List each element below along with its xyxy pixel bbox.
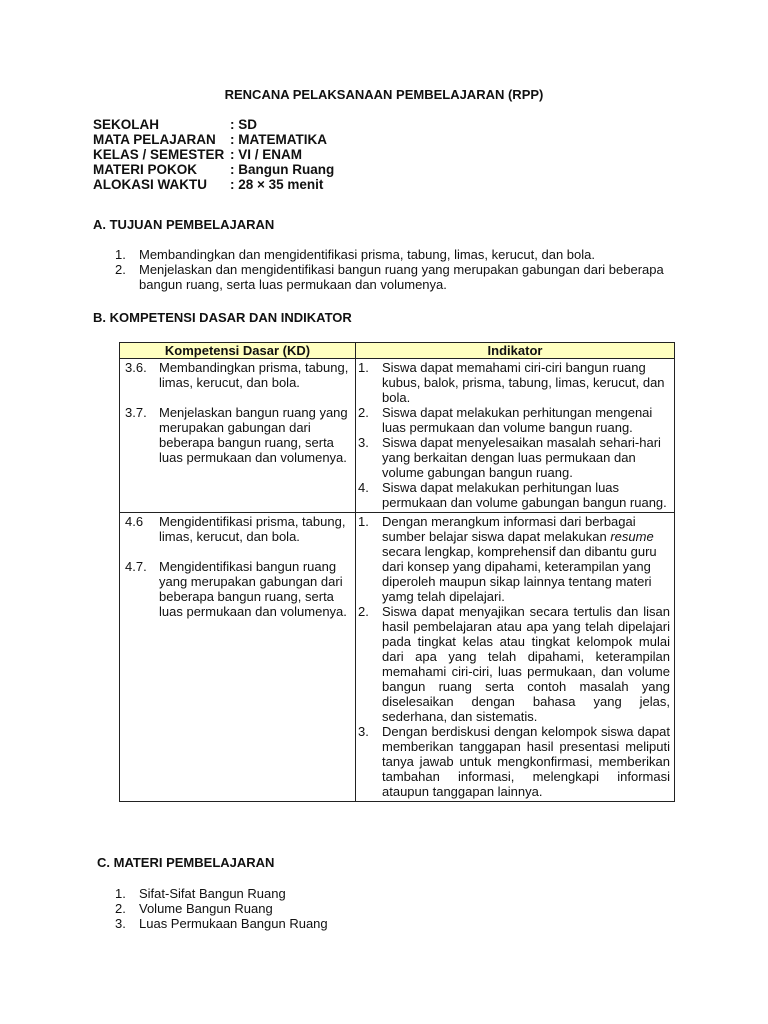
indikator-text: Siswa dapat memahami ciri-ciri bangun ruang kubus, balok, prisma, tabung, limas, kerucut, dan bola. [382, 360, 665, 405]
list-item-text: Luas Permukaan Bangun Ruang [139, 916, 328, 931]
info-row-alokasi-waktu [93, 177, 334, 192]
indikator-text: Dengan berdiskusi dengan kelompok siswa dapat memberikan tanggapan hasil presentasi meliputi tanya jawab untuk mengkonfirmasi, memberikan tambahan informasi, melengkapi informasi ataupun tanggapan lainnya. [382, 724, 670, 799]
section-b-heading: B. KOMPETENSI DASAR DAN INDIKATOR [93, 310, 352, 325]
materi-list [115, 886, 675, 931]
kd-number: 4.7. [125, 559, 147, 574]
indikator-item [358, 435, 670, 480]
info-row-kelas-semester [93, 147, 334, 162]
info-row-mata-pelajaran [93, 132, 334, 147]
list-item-number: 2. [115, 901, 126, 916]
info-row-sekolah [93, 117, 334, 132]
indikator-number: 2. [358, 405, 369, 420]
kd-text: Membandingkan prisma, tabung, limas, kerucut, dan bola. [159, 360, 349, 390]
indikator-text-emphasis: resume [610, 529, 654, 544]
list-item [115, 262, 675, 292]
list-item-text: Sifat-Sifat Bangun Ruang [139, 886, 286, 901]
kd-cell [120, 359, 356, 513]
info-value: : VI / ENAM [230, 147, 303, 162]
indikator-text-part: secara lengkap, komprehensif dan dibantu guru dari konsep yang dipahami, keterampilan yang diperoleh maupun sikap lainnya tentang materi yamg telah dipelajari. [382, 544, 657, 604]
indikator-item [358, 405, 670, 435]
info-key: SEKOLAH [93, 117, 160, 132]
list-item [115, 886, 675, 901]
table-row [120, 513, 675, 802]
kd-item [125, 559, 351, 619]
table-row [120, 359, 675, 513]
indikator-number: 1. [358, 360, 369, 375]
table-header-row [120, 343, 675, 359]
list-item-number: 2. [115, 262, 126, 277]
list-item-number: 1. [115, 247, 126, 262]
indikator-item [358, 360, 670, 405]
kd-number: 4.6 [125, 514, 144, 529]
indikator-text: Siswa dapat menyelesaikan masalah sehari-hari yang berkaitan dengan luas permukaan dan volume gabungan bangun ruang. [382, 435, 661, 480]
list-item [115, 916, 675, 931]
info-key: MATERI POKOK [93, 162, 197, 177]
indikator-number: 2. [358, 604, 369, 619]
kd-number: 3.6. [125, 360, 147, 375]
info-value: : MATEMATIKA [230, 132, 327, 147]
info-key: ALOKASI WAKTU [93, 177, 207, 192]
kd-text: Menjelaskan bangun ruang yang merupakan gabungan dari beberapa bangun ruang, serta luas permukaan dan volumenya. [159, 405, 348, 465]
kd-item [125, 514, 351, 544]
indikator-number: 4. [358, 480, 369, 495]
info-value: : SD [230, 117, 257, 132]
kd-cell [120, 513, 356, 802]
school-info-block [93, 117, 334, 192]
kd-text: Mengidentifikasi prisma, tabung, limas, kerucut, dan bola. [159, 514, 346, 544]
info-value: : Bangun Ruang [230, 162, 335, 177]
indikator-text [382, 514, 670, 604]
indikator-cell [356, 359, 675, 513]
column-header-kd: Kompetensi Dasar (KD) [120, 343, 356, 359]
list-item-text: Volume Bangun Ruang [139, 901, 273, 916]
indikator-item [358, 480, 670, 510]
kd-number: 3.7. [125, 405, 147, 420]
list-item-text: Membandingkan dan mengidentifikasi prisma, tabung, limas, kerucut, dan bola. [139, 247, 595, 262]
indikator-text: Siswa dapat melakukan perhitungan mengenai luas permukaan dan volume bangun ruang. [382, 405, 653, 435]
list-item-number: 3. [115, 916, 126, 931]
indikator-text: Siswa dapat melakukan perhitungan luas permukaan dan volume gabungan bangun ruang. [382, 480, 667, 510]
section-c-heading: C. MATERI PEMBELAJARAN [97, 855, 275, 870]
list-item [115, 901, 675, 916]
list-item-text: Menjelaskan dan mengidentifikasi bangun ruang yang merupakan gabungan dari beberapa bangun ruang, serta luas permukaan dan volumenya. [139, 262, 664, 292]
indikator-number: 1. [358, 514, 369, 529]
info-key: MATA PELAJARAN [93, 132, 216, 147]
kd-item [125, 405, 351, 465]
list-item-number: 1. [115, 886, 126, 901]
document-title: RENCANA PELAKSANAAN PEMBELAJARAN (RPP) [224, 87, 544, 102]
indikator-text: Siswa dapat menyajikan secara tertulis dan lisan hasil pembelajaran atau apa yang telah dipelajari pada tingkat kelas atau tingkat kelompok mulai dari apa yang telah dipahami, keterampilan memahami ciri-ciri, luas permukaan, dan volume bangun ruang serta contoh masalah yang diselesaikan dengan bahasa yang jelas, sederhana, dan sistematis. [382, 604, 670, 724]
indikator-text-part: Dengan merangkum informasi dari berbagai sumber belajar siswa dapat melakukan [382, 514, 636, 544]
tujuan-list [115, 247, 675, 292]
indikator-number: 3. [358, 724, 369, 739]
kd-item [125, 360, 351, 390]
indikator-number: 3. [358, 435, 369, 450]
section-a-heading: A. TUJUAN PEMBELAJARAN [93, 217, 275, 232]
info-row-materi-pokok [93, 162, 334, 177]
indikator-item [358, 724, 670, 799]
indikator-cell [356, 513, 675, 802]
info-value: : 28 × 35 menit [230, 177, 324, 192]
list-item [115, 247, 675, 262]
column-header-indikator: Indikator [356, 343, 675, 359]
info-key: KELAS / SEMESTER [93, 147, 225, 162]
indikator-item [358, 604, 670, 724]
kd-indikator-table [119, 342, 675, 802]
kd-text: Mengidentifikasi bangun ruang yang merupakan gabungan dari beberapa bangun ruang, serta luas permukaan dan volumenya. [159, 559, 347, 619]
indikator-item [358, 514, 670, 604]
